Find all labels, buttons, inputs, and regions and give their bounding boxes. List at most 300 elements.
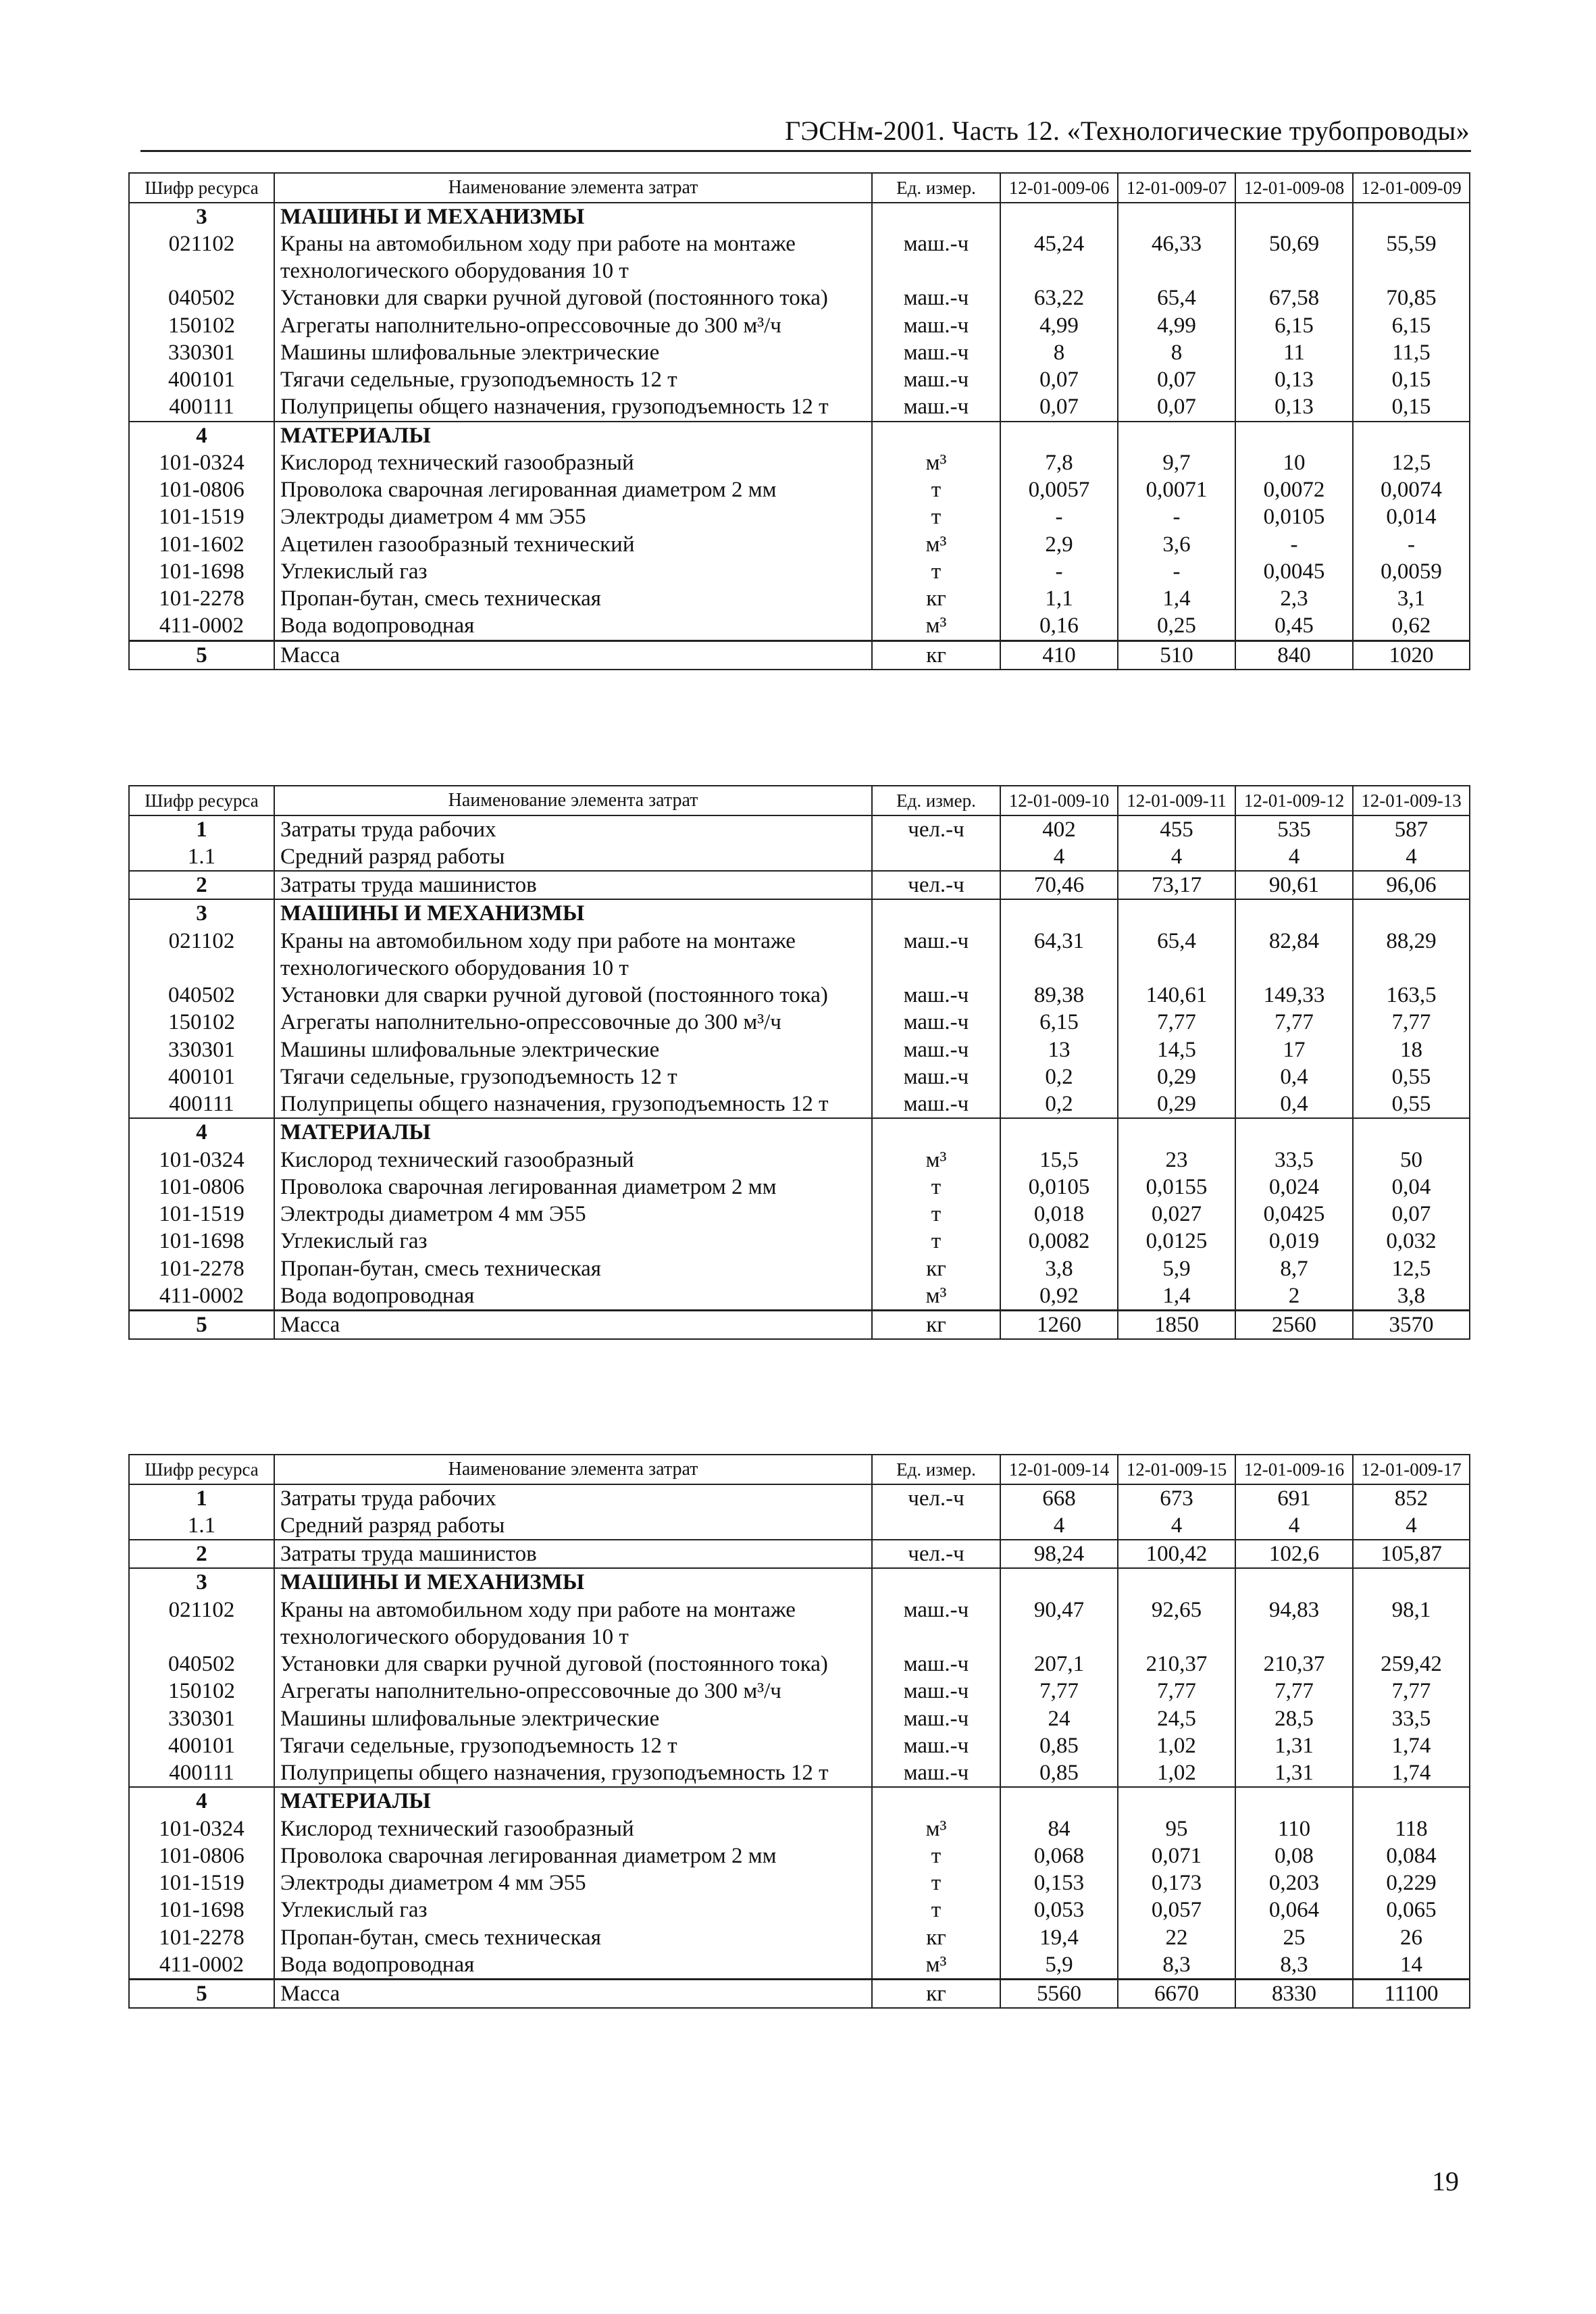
value-cell: 0,0057 xyxy=(1000,476,1118,503)
resource-name: МАТЕРИАЛЫ xyxy=(274,1787,872,1815)
resource-code: 330301 xyxy=(129,339,274,366)
resource-name: Краны на автомобильном ходу при работе на монтаже технологического оборудования 10 т xyxy=(274,928,872,982)
resource-code: 4 xyxy=(129,1787,274,1815)
value-cell: 11100 xyxy=(1353,1980,1470,2009)
value-cell xyxy=(1118,203,1235,230)
resource-name: Кислород технический газообразный xyxy=(274,449,872,476)
resource-code: 150102 xyxy=(129,1678,274,1705)
table-row xyxy=(129,449,1470,476)
table-row xyxy=(129,1596,1470,1651)
resource-code: 101-1519 xyxy=(129,1869,274,1896)
resource-code: 040502 xyxy=(129,982,274,1009)
value-cell: 13 xyxy=(1000,1036,1118,1063)
unit-cell xyxy=(872,1568,1000,1596)
value-cell: 0,4 xyxy=(1235,1063,1353,1090)
value-cell: 0,014 xyxy=(1353,503,1470,530)
unit-cell: кг xyxy=(872,1311,1000,1340)
resource-code: 5 xyxy=(129,640,274,670)
value-cell xyxy=(1118,899,1235,927)
unit-cell: маш.-ч xyxy=(872,1732,1000,1759)
unit-cell xyxy=(872,422,1000,449)
resource-name: Агрегаты наполнительно-опрессовочные до 300 м³/ч xyxy=(274,1678,872,1705)
value-cell: 535 xyxy=(1235,815,1353,843)
unit-cell: т xyxy=(872,1201,1000,1228)
value-cell: 1,74 xyxy=(1353,1759,1470,1787)
value-cell: 1,1 xyxy=(1000,585,1118,612)
unit-cell: т xyxy=(872,1174,1000,1201)
value-cell: 3,8 xyxy=(1000,1255,1118,1282)
value-cell: 0,07 xyxy=(1000,366,1118,393)
resource-name: МАШИНЫ И МЕХАНИЗМЫ xyxy=(274,899,872,927)
value-cell xyxy=(1353,899,1470,927)
table-row xyxy=(129,1009,1470,1036)
value-cell: 8 xyxy=(1000,339,1118,366)
value-cell: 6,15 xyxy=(1353,312,1470,339)
value-cell xyxy=(1235,1787,1353,1815)
resource-name: Масса xyxy=(274,640,872,670)
resource-name: Затраты труда рабочих xyxy=(274,815,872,843)
value-cell: 105,87 xyxy=(1353,1540,1470,1568)
value-cell: 0,057 xyxy=(1118,1896,1235,1923)
value-cell: 73,17 xyxy=(1118,871,1235,899)
table-row xyxy=(129,1568,1470,1596)
value-cell: 12,5 xyxy=(1353,449,1470,476)
value-cell: 17 xyxy=(1235,1036,1353,1063)
value-cell: 2,9 xyxy=(1000,531,1118,558)
resource-code: 101-1698 xyxy=(129,1896,274,1923)
header-column-code: 12-01-009-14 xyxy=(1000,1455,1118,1484)
unit-cell: маш.-ч xyxy=(872,1651,1000,1678)
value-cell: 26 xyxy=(1353,1924,1470,1951)
resource-name: Средний разряд работы xyxy=(274,1512,872,1540)
value-cell: 64,31 xyxy=(1000,928,1118,982)
value-cell: 4 xyxy=(1235,843,1353,871)
value-cell: 0,064 xyxy=(1235,1896,1353,1923)
value-cell: 1,31 xyxy=(1235,1759,1353,1787)
header-name: Наименование элемента затрат xyxy=(274,786,872,815)
value-cell: 0,173 xyxy=(1118,1869,1235,1896)
resource-code: 5 xyxy=(129,1980,274,2009)
resource-code: 2 xyxy=(129,871,274,899)
resource-name: Кислород технический газообразный xyxy=(274,1147,872,1174)
value-cell: 0,85 xyxy=(1000,1759,1118,1787)
table-row xyxy=(129,1732,1470,1759)
unit-cell: м³ xyxy=(872,612,1000,640)
value-cell: 1,02 xyxy=(1118,1759,1235,1787)
resource-code: 3 xyxy=(129,899,274,927)
resource-code: 400111 xyxy=(129,1090,274,1118)
value-cell: 7,77 xyxy=(1000,1678,1118,1705)
value-cell: 0,85 xyxy=(1000,1732,1118,1759)
unit-cell: маш.-ч xyxy=(872,928,1000,982)
resource-code: 400111 xyxy=(129,1759,274,1787)
value-cell: 1260 xyxy=(1000,1311,1118,1340)
value-cell: 6,15 xyxy=(1000,1009,1118,1036)
value-cell xyxy=(1000,899,1118,927)
value-cell: 0,16 xyxy=(1000,612,1118,640)
table-row xyxy=(129,1484,1470,1512)
resource-name: Масса xyxy=(274,1311,872,1340)
resource-code: 1 xyxy=(129,815,274,843)
header-code: Шифр ресурса xyxy=(129,173,274,203)
resource-name: Установки для сварки ручной дуговой (постоянного тока) xyxy=(274,1651,872,1678)
table-row xyxy=(129,640,1470,670)
value-cell: 0,0105 xyxy=(1235,503,1353,530)
resource-code: 400101 xyxy=(129,1732,274,1759)
table-row xyxy=(129,1036,1470,1063)
resource-code: 101-0324 xyxy=(129,1147,274,1174)
header-column-code: 12-01-009-07 xyxy=(1118,173,1235,203)
resource-code: 101-2278 xyxy=(129,585,274,612)
resource-code: 5 xyxy=(129,1311,274,1340)
header-name: Наименование элемента затрат xyxy=(274,1455,872,1484)
value-cell: 22 xyxy=(1118,1924,1235,1951)
resource-name: Установки для сварки ручной дуговой (постоянного тока) xyxy=(274,982,872,1009)
header-column-code: 12-01-009-06 xyxy=(1000,173,1118,203)
table-row xyxy=(129,284,1470,311)
resource-name: Машины шлифовальные электрические xyxy=(274,339,872,366)
unit-cell: маш.-ч xyxy=(872,1705,1000,1732)
value-cell: 0,62 xyxy=(1353,612,1470,640)
value-cell: 0,29 xyxy=(1118,1090,1235,1118)
resource-name: МАШИНЫ И МЕХАНИЗМЫ xyxy=(274,203,872,230)
unit-cell: маш.-ч xyxy=(872,1596,1000,1651)
resource-code: 040502 xyxy=(129,284,274,311)
unit-cell: т xyxy=(872,1228,1000,1255)
unit-cell: маш.-ч xyxy=(872,1063,1000,1090)
value-cell: 118 xyxy=(1353,1815,1470,1842)
resource-name: Установки для сварки ручной дуговой (постоянного тока) xyxy=(274,284,872,311)
table-row xyxy=(129,1787,1470,1815)
value-cell: 89,38 xyxy=(1000,982,1118,1009)
value-cell xyxy=(1235,422,1353,449)
resource-code: 101-0806 xyxy=(129,1174,274,1201)
value-cell: - xyxy=(1235,531,1353,558)
value-cell: 11,5 xyxy=(1353,339,1470,366)
value-cell: 15,5 xyxy=(1000,1147,1118,1174)
resource-name: Машины шлифовальные электрические xyxy=(274,1036,872,1063)
resource-code: 330301 xyxy=(129,1036,274,1063)
unit-cell: чел.-ч xyxy=(872,815,1000,843)
resource-code: 411-0002 xyxy=(129,1951,274,1980)
value-cell: 0,0072 xyxy=(1235,476,1353,503)
table-row xyxy=(129,1540,1470,1568)
value-cell xyxy=(1353,422,1470,449)
table-row xyxy=(129,612,1470,640)
value-cell: - xyxy=(1000,503,1118,530)
page-number: 19 xyxy=(1432,2166,1459,2196)
value-cell: 2 xyxy=(1235,1282,1353,1311)
resource-name: Вода водопроводная xyxy=(274,1282,872,1311)
value-cell xyxy=(1118,1118,1235,1146)
resource-code: 400111 xyxy=(129,393,274,421)
table-row xyxy=(129,585,1470,612)
table-row xyxy=(129,230,1470,285)
value-cell: 110 xyxy=(1235,1815,1353,1842)
value-cell: 24 xyxy=(1000,1705,1118,1732)
value-cell: - xyxy=(1000,558,1118,585)
table-row xyxy=(129,531,1470,558)
value-cell: 90,61 xyxy=(1235,871,1353,899)
value-cell: 6,15 xyxy=(1235,312,1353,339)
value-cell: 0,027 xyxy=(1118,1201,1235,1228)
resource-name: Тягачи седельные, грузоподъемность 12 т xyxy=(274,1063,872,1090)
value-cell: 259,42 xyxy=(1353,1651,1470,1678)
resource-code: 101-2278 xyxy=(129,1924,274,1951)
value-cell: 1020 xyxy=(1353,640,1470,670)
value-cell: 0,04 xyxy=(1353,1174,1470,1201)
value-cell: 63,22 xyxy=(1000,284,1118,311)
resource-name: Краны на автомобильном ходу при работе на монтаже технологического оборудования 10 т xyxy=(274,230,872,285)
value-cell: 668 xyxy=(1000,1484,1118,1512)
table-row xyxy=(129,1174,1470,1201)
resource-table-1 xyxy=(128,172,1470,670)
table-row xyxy=(129,843,1470,871)
table-row xyxy=(129,1815,1470,1842)
value-cell: 4,99 xyxy=(1000,312,1118,339)
resource-name: Полуприцепы общего назначения, грузоподъемность 12 т xyxy=(274,1090,872,1118)
unit-cell: маш.-ч xyxy=(872,1759,1000,1787)
value-cell: 0,0059 xyxy=(1353,558,1470,585)
header-column-code: 12-01-009-17 xyxy=(1353,1455,1470,1484)
unit-cell: кг xyxy=(872,1255,1000,1282)
value-cell: 0,25 xyxy=(1118,612,1235,640)
value-cell: 8 xyxy=(1118,339,1235,366)
resource-name: Вода водопроводная xyxy=(274,612,872,640)
value-cell: 11 xyxy=(1235,339,1353,366)
value-cell: 33,5 xyxy=(1353,1705,1470,1732)
value-cell: 0,068 xyxy=(1000,1842,1118,1869)
resource-name: МАТЕРИАЛЫ xyxy=(274,1118,872,1146)
table-row xyxy=(129,1705,1470,1732)
table-row xyxy=(129,1512,1470,1540)
header-unit: Ед. измер. xyxy=(872,786,1000,815)
value-cell: 4 xyxy=(1118,843,1235,871)
resource-table-2 xyxy=(128,785,1470,1340)
resource-name: Тягачи седельные, грузоподъемность 12 т xyxy=(274,366,872,393)
value-cell: 1,4 xyxy=(1118,1282,1235,1311)
value-cell: 8,7 xyxy=(1235,1255,1353,1282)
value-cell: 0,07 xyxy=(1118,366,1235,393)
resource-name: Полуприцепы общего назначения, грузоподъемность 12 т xyxy=(274,393,872,421)
resource-name: Пропан-бутан, смесь техническая xyxy=(274,1255,872,1282)
value-cell: 0,13 xyxy=(1235,393,1353,421)
value-cell: 70,85 xyxy=(1353,284,1470,311)
value-cell: 100,42 xyxy=(1118,1540,1235,1568)
value-cell: 1,31 xyxy=(1235,1732,1353,1759)
unit-cell: маш.-ч xyxy=(872,339,1000,366)
value-cell: 0,153 xyxy=(1000,1869,1118,1896)
header-code: Шифр ресурса xyxy=(129,786,274,815)
resource-code: 150102 xyxy=(129,1009,274,1036)
resource-table-3 xyxy=(128,1454,1470,2009)
unit-cell: чел.-ч xyxy=(872,1484,1000,1512)
value-cell: 0,2 xyxy=(1000,1090,1118,1118)
resource-code: 040502 xyxy=(129,1651,274,1678)
value-cell: 455 xyxy=(1118,815,1235,843)
unit-cell: т xyxy=(872,558,1000,585)
value-cell: 0,0425 xyxy=(1235,1201,1353,1228)
value-cell: 90,47 xyxy=(1000,1596,1118,1651)
value-cell: 1,02 xyxy=(1118,1732,1235,1759)
value-cell: 23 xyxy=(1118,1147,1235,1174)
resource-name: Ацетилен газообразный технический xyxy=(274,531,872,558)
table-row xyxy=(129,899,1470,927)
value-cell: 0,0082 xyxy=(1000,1228,1118,1255)
resource-name: Проволока сварочная легированная диаметром 2 мм xyxy=(274,476,872,503)
table-row xyxy=(129,1651,1470,1678)
unit-cell xyxy=(872,843,1000,871)
table-header-row xyxy=(129,173,1470,203)
unit-cell: м³ xyxy=(872,1815,1000,1842)
value-cell: 1,4 xyxy=(1118,585,1235,612)
resource-code: 101-1698 xyxy=(129,558,274,585)
value-cell: 84 xyxy=(1000,1815,1118,1842)
table-header-row xyxy=(129,786,1470,815)
value-cell: 14 xyxy=(1353,1951,1470,1980)
header-rule xyxy=(140,150,1471,152)
table-row xyxy=(129,558,1470,585)
value-cell xyxy=(1118,1568,1235,1596)
value-cell xyxy=(1118,422,1235,449)
value-cell: 24,5 xyxy=(1118,1705,1235,1732)
table-row xyxy=(129,203,1470,230)
resource-code: 101-1519 xyxy=(129,1201,274,1228)
value-cell xyxy=(1000,1568,1118,1596)
table-row xyxy=(129,312,1470,339)
resource-code: 2 xyxy=(129,1540,274,1568)
value-cell: 3,8 xyxy=(1353,1282,1470,1311)
header-column-code: 12-01-009-15 xyxy=(1118,1455,1235,1484)
table-row xyxy=(129,1842,1470,1869)
table-row xyxy=(129,1118,1470,1146)
header-name: Наименование элемента затрат xyxy=(274,173,872,203)
value-cell: 4,99 xyxy=(1118,312,1235,339)
value-cell: 102,6 xyxy=(1235,1540,1353,1568)
unit-cell: т xyxy=(872,476,1000,503)
value-cell: 8,3 xyxy=(1235,1951,1353,1980)
resource-code: 021102 xyxy=(129,230,274,285)
header-unit: Ед. измер. xyxy=(872,1455,1000,1484)
value-cell xyxy=(1000,1118,1118,1146)
table-row xyxy=(129,1063,1470,1090)
value-cell: 10 xyxy=(1235,449,1353,476)
value-cell xyxy=(1235,1118,1353,1146)
value-cell: 50,69 xyxy=(1235,230,1353,285)
value-cell: 410 xyxy=(1000,640,1118,670)
value-cell: 12,5 xyxy=(1353,1255,1470,1282)
value-cell xyxy=(1000,203,1118,230)
resource-name: Средний разряд работы xyxy=(274,843,872,871)
resource-name: Затраты труда рабочих xyxy=(274,1484,872,1512)
resource-name: Тягачи седельные, грузоподъемность 12 т xyxy=(274,1732,872,1759)
value-cell: 7,77 xyxy=(1353,1678,1470,1705)
table-row xyxy=(129,503,1470,530)
value-cell: 67,58 xyxy=(1235,284,1353,311)
value-cell: 65,4 xyxy=(1118,284,1235,311)
resource-code: 1.1 xyxy=(129,843,274,871)
unit-cell: т xyxy=(872,1896,1000,1923)
value-cell: 7,77 xyxy=(1118,1678,1235,1705)
value-cell: 7,77 xyxy=(1235,1009,1353,1036)
resource-name: Углекислый газ xyxy=(274,558,872,585)
resource-code: 021102 xyxy=(129,1596,274,1651)
unit-cell: маш.-ч xyxy=(872,1009,1000,1036)
table-row xyxy=(129,871,1470,899)
table-row xyxy=(129,1255,1470,1282)
value-cell: 0,0071 xyxy=(1118,476,1235,503)
value-cell: 7,8 xyxy=(1000,449,1118,476)
value-cell: 4 xyxy=(1353,843,1470,871)
unit-cell: маш.-ч xyxy=(872,393,1000,421)
value-cell: 0,92 xyxy=(1000,1282,1118,1311)
table-row xyxy=(129,422,1470,449)
resource-code: 101-1698 xyxy=(129,1228,274,1255)
resource-code: 3 xyxy=(129,1568,274,1596)
value-cell: 0,065 xyxy=(1353,1896,1470,1923)
unit-cell: м³ xyxy=(872,1282,1000,1311)
value-cell: 65,4 xyxy=(1118,928,1235,982)
value-cell: 6670 xyxy=(1118,1980,1235,2009)
value-cell: 691 xyxy=(1235,1484,1353,1512)
value-cell: 3570 xyxy=(1353,1311,1470,1340)
value-cell: 0,15 xyxy=(1353,366,1470,393)
value-cell: 0,29 xyxy=(1118,1063,1235,1090)
value-cell: 95 xyxy=(1118,1815,1235,1842)
table-row xyxy=(129,366,1470,393)
resource-name: Углекислый газ xyxy=(274,1896,872,1923)
value-cell: 3,6 xyxy=(1118,531,1235,558)
value-cell: 510 xyxy=(1118,640,1235,670)
resource-name: Электроды диаметром 4 мм Э55 xyxy=(274,503,872,530)
value-cell: 4 xyxy=(1000,843,1118,871)
value-cell: 0,0125 xyxy=(1118,1228,1235,1255)
value-cell: 1,74 xyxy=(1353,1732,1470,1759)
resource-code: 4 xyxy=(129,1118,274,1146)
unit-cell: чел.-ч xyxy=(872,1540,1000,1568)
resource-code: 101-2278 xyxy=(129,1255,274,1282)
resource-code: 150102 xyxy=(129,312,274,339)
unit-cell: маш.-ч xyxy=(872,1036,1000,1063)
value-cell: 7,77 xyxy=(1118,1009,1235,1036)
resource-code: 330301 xyxy=(129,1705,274,1732)
table-row xyxy=(129,815,1470,843)
value-cell: 46,33 xyxy=(1118,230,1235,285)
value-cell: 8330 xyxy=(1235,1980,1353,2009)
value-cell: 673 xyxy=(1118,1484,1235,1512)
table-row xyxy=(129,1759,1470,1787)
header-column-code: 12-01-009-08 xyxy=(1235,173,1353,203)
header-unit: Ед. измер. xyxy=(872,173,1000,203)
value-cell: 96,06 xyxy=(1353,871,1470,899)
value-cell: 33,5 xyxy=(1235,1147,1353,1174)
value-cell xyxy=(1000,422,1118,449)
value-cell: 852 xyxy=(1353,1484,1470,1512)
value-cell: 25 xyxy=(1235,1924,1353,1951)
value-cell: 3,1 xyxy=(1353,585,1470,612)
resource-code: 400101 xyxy=(129,1063,274,1090)
value-cell: 18 xyxy=(1353,1036,1470,1063)
resource-name: МАТЕРИАЛЫ xyxy=(274,422,872,449)
value-cell: 50 xyxy=(1353,1147,1470,1174)
header-column-code: 12-01-009-09 xyxy=(1353,173,1470,203)
resource-code: 101-0324 xyxy=(129,449,274,476)
unit-cell: м³ xyxy=(872,449,1000,476)
resource-name: Агрегаты наполнительно-опрессовочные до 300 м³/ч xyxy=(274,312,872,339)
value-cell: 0,15 xyxy=(1353,393,1470,421)
header-code: Шифр ресурса xyxy=(129,1455,274,1484)
value-cell: 5,9 xyxy=(1118,1255,1235,1282)
